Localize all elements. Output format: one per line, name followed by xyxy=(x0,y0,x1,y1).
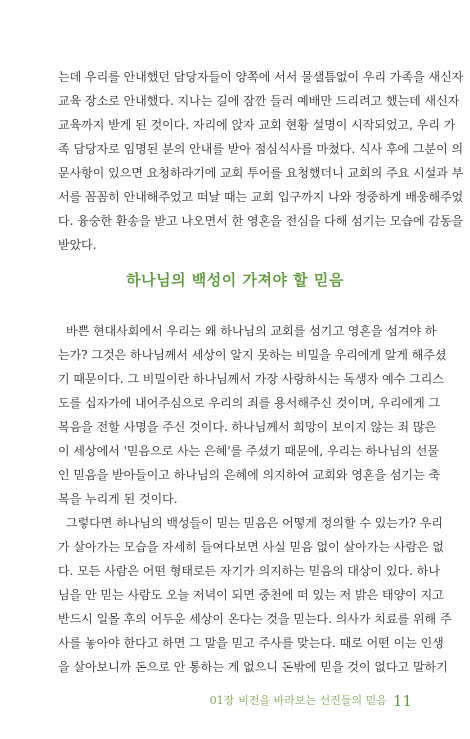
text-line: 는가? 그것은 하나님께서 세상이 알지 못하는 비밀을 우리에게 알게 해주셨 xyxy=(58,348,447,362)
text-line: 교육까지 받게 된 것이다. 자리에 앉자 교회 현황 설명이 시작되었고, 우리 가 xyxy=(58,118,456,132)
text-line: 문사항이 있으면 요청하라기에 교회 투어를 요청했더니 교회의 주요 시설과 부 xyxy=(58,166,464,180)
text-line: 받았다. xyxy=(58,238,97,252)
text-line: 는데 우리를 안내했던 담당자들이 양쪽에 서서 물샐틈없이 우리 가족을 새신자 xyxy=(58,70,464,84)
text-line: 다. 모든 사람은 어떤 형태로든 자기가 의지하는 믿음의 대상이 있다. 하나 xyxy=(58,564,440,578)
text-line: 복을 누리게 된 것이다. xyxy=(58,492,178,506)
text-line: 기 때문이다. 그 비밀이란 하나님께서 가장 사랑하시는 독생자 예수 그리스 xyxy=(58,372,444,386)
text-line: 반드시 일몰 후의 어두운 세상이 온다는 것을 믿는다. 의사가 치료를 위해 주 xyxy=(58,612,452,626)
chapter-title: 비전을 바라보는 선진들의 믿음 xyxy=(238,694,387,707)
text-line: 도를 십자가에 내어주심으로 우리의 죄를 용서해주신 것이며, 우리에게 그 xyxy=(58,396,441,410)
text-line: 교육 장소로 안내했다. 지나는 길에 잠깐 들러 예배만 드리려고 했는데 새신자 xyxy=(58,94,460,108)
text-line: 인 믿음을 받아들이고 하나님의 은혜에 의지하여 교회와 영혼을 섬기는 축 xyxy=(58,468,441,482)
text-line: 그렇다면 하나님의 백성들이 믿는 믿음은 어떻게 정의할 수 있는가? 우리 xyxy=(66,516,443,530)
page-number: 11 xyxy=(392,692,412,710)
chapter-label: 01장 xyxy=(209,694,235,707)
text-line: 을 살아보니까 돈으로 안 통하는 게 없으니 돈밖에 믿을 것이 없다고 말하기 xyxy=(58,660,448,674)
text-line: 다. 융숭한 환송을 받고 나오면서 한 영혼을 전심을 다해 섬기는 모습에 감동을 xyxy=(58,214,464,228)
text-line: 족 담당자로 임명된 분의 안내를 받아 점심식사를 마쳤다. 식사 후에 그분이 의 xyxy=(58,142,464,156)
text-line: 사를 놓아야 한다고 하면 그 말을 믿고 주사를 맞는다. 때로 어떤 이는 인생 xyxy=(58,636,444,650)
text-line: 복음을 전할 사명을 주신 것이다. 하나님께서 희망이 보이지 않는 죄 많은 xyxy=(58,420,437,434)
text-line: 가 살아가는 모습을 자세히 들여다보면 사실 믿음 없이 살아가는 사람은 없 xyxy=(58,540,444,554)
text-line: 이 세상에서 '믿음으로 사는 은혜'를 주셨기 때문에, 우리는 하나님의 선물 xyxy=(58,444,439,458)
text-line: 서를 꼼꼼히 안내해주었고 떠날 때는 교회 입구까지 나와 정중하게 배웅해주었 xyxy=(58,190,464,204)
section-heading: 하나님의 백성이 가져야 할 믿음 xyxy=(126,271,344,289)
text-line: 바쁜 현대사회에서 우리는 왜 하나님의 교회를 섬기고 영혼을 섬겨야 하 xyxy=(66,324,437,338)
page-footer xyxy=(210,692,412,710)
text-line: 님을 안 믿는 사람도 오늘 저녁이 되면 중천에 떠 있는 저 밝은 태양이 지고 xyxy=(58,588,444,602)
